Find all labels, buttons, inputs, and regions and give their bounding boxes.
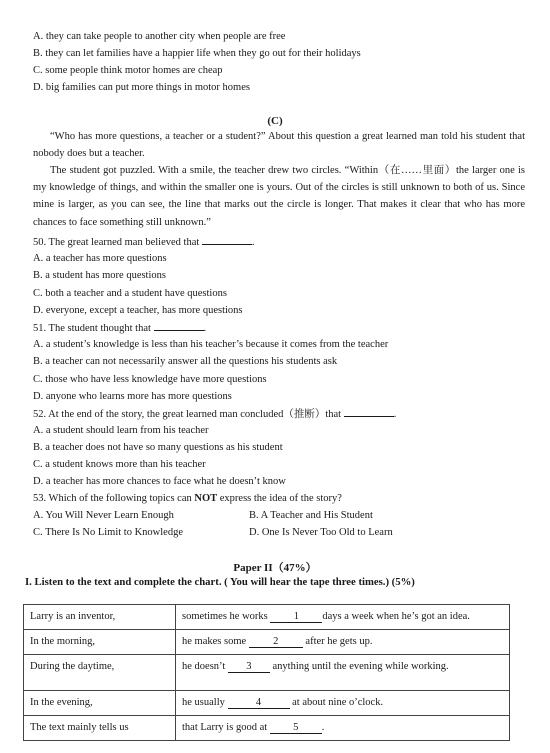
question-50: 50. The great learned man believed that . <box>33 237 255 248</box>
chart-left-cell: During the daytime, <box>24 655 176 691</box>
q53-option-c: C. There Is No Limit to Knowledge <box>33 527 183 538</box>
table-row <box>24 630 510 655</box>
chart-text-before: he doesn’t <box>182 661 228 672</box>
chart-text-after: at about nine o’clock. <box>289 697 384 708</box>
table-row <box>24 605 510 630</box>
q52-option-d: D. a teacher has more chances to face what he doesn’t know <box>33 476 286 487</box>
passage-paragraph-2 <box>33 162 525 231</box>
q50-option-c: C. both a teacher and a student have questions <box>33 288 227 299</box>
chart-text-after: anything until the evening while working. <box>269 661 449 672</box>
answer-blank-1: 1 <box>270 611 322 623</box>
q53-option-d: D. One Is Never Too Old to Learn <box>249 527 393 538</box>
chart-text-after: days a week when he’s got an idea. <box>322 611 470 622</box>
question-53-stem-after: express the idea of the story? <box>217 493 342 504</box>
question-52: 52. At the end of the story, the great learned man concluded（推断）that . <box>33 409 397 420</box>
q52-option-b: B. a teacher does not have so many questions as his student <box>33 442 283 453</box>
table-row <box>24 691 510 716</box>
chart-right-cell <box>176 605 510 630</box>
section-instruction: I. Listen to the text and complete the chart. ( You will hear the tape three times.) (5%) <box>25 576 415 588</box>
q51-option-a: A. a student’s knowledge is less than his teacher’s because it comes from the teacher <box>33 339 389 350</box>
answer-blank-3: 3 <box>228 661 270 673</box>
listening-chart <box>23 604 510 741</box>
answer-blank-2: 2 <box>249 636 303 648</box>
passage-paragraph-1-text: “Who has more questions, a teacher or a student?” About this question a great learned man told his student that nobody does but a teacher. <box>33 131 525 160</box>
answer-blank-4: 4 <box>228 697 290 709</box>
question-53-stem-bold: NOT <box>194 493 218 504</box>
passage-paragraph-2-text: The student got puzzled. With a smile, the teacher drew two circles. “Within（在……里面）the larger one is my knowledge of things, and within the smaller one is yours. Out of the circles is still unknown to both of us. Since mine is larger, as you can see, the line that marks out the circle is longer. That makes it clear that who has more chances to face something still unknown.” <box>33 165 525 228</box>
option-prev-b: B. they can let families have a happier life when they go out for their holidays <box>33 48 361 59</box>
chart-text-before: sometimes he works <box>182 611 271 622</box>
chart-text-before: he usually <box>182 697 228 708</box>
chart-left-cell: The text mainly tells us <box>24 716 176 741</box>
chart-left-cell: In the morning, <box>24 630 176 655</box>
chart-left-cell: Larry is an inventor, <box>24 605 176 630</box>
question-52-stem: 52. At the end of the story, the great learned man concluded（推断）that <box>33 409 342 420</box>
q50-option-d: D. everyone, except a teacher, has more questions <box>33 305 243 316</box>
option-prev-d: D. big families can put more things in motor homes <box>33 82 250 93</box>
q50-option-a: A. a teacher has more questions <box>33 253 167 264</box>
chart-text-after: after he gets up. <box>302 636 373 647</box>
q53-option-b: B. A Teacher and His Student <box>249 510 373 521</box>
table-row <box>24 655 510 691</box>
answer-blank <box>202 235 252 245</box>
q52-option-c: C. a student knows more than his teacher <box>33 459 206 470</box>
chart-text-after: . <box>321 722 325 733</box>
q52-option-a: A. a student should learn from his teacher <box>33 425 209 436</box>
chart-left-cell: In the evening, <box>24 691 176 716</box>
passage-paragraph-1 <box>33 128 525 162</box>
q50-option-b: B. a student has more questions <box>33 270 166 281</box>
q53-option-a: A. You Will Never Learn Enough <box>33 510 174 521</box>
paper2-title: Paper II（47%） <box>233 562 317 574</box>
q51-option-c: C. those who have less knowledge have more questions <box>33 374 267 385</box>
passage-label: (C) <box>267 115 283 127</box>
option-prev-c: C. some people think motor homes are cheap <box>33 65 223 76</box>
chart-right-cell <box>176 691 510 716</box>
chart-text-before: that Larry is good at <box>182 722 270 733</box>
question-51: 51. The student thought that . <box>33 323 207 334</box>
chart-right-cell <box>176 655 510 691</box>
question-50-stem: 50. The great learned man believed that <box>33 237 200 248</box>
chart-right-cell <box>176 630 510 655</box>
q51-option-b: B. a teacher can not necessarily answer all the questions his students ask <box>33 356 338 367</box>
answer-blank <box>154 321 204 331</box>
chart-right-cell <box>176 716 510 741</box>
question-53 <box>33 492 342 505</box>
question-51-stem: 51. The student thought that <box>33 323 151 334</box>
table-row <box>24 716 510 741</box>
answer-blank <box>344 407 394 417</box>
question-53-stem-before: 53. Which of the following topics can <box>33 493 195 504</box>
chart-text-before: he makes some <box>182 636 249 647</box>
q51-option-d: D. anyone who learns more has more questions <box>33 391 232 402</box>
option-prev-a: A. they can take people to another city when people are free <box>33 31 286 42</box>
answer-blank-5: 5 <box>270 722 322 734</box>
